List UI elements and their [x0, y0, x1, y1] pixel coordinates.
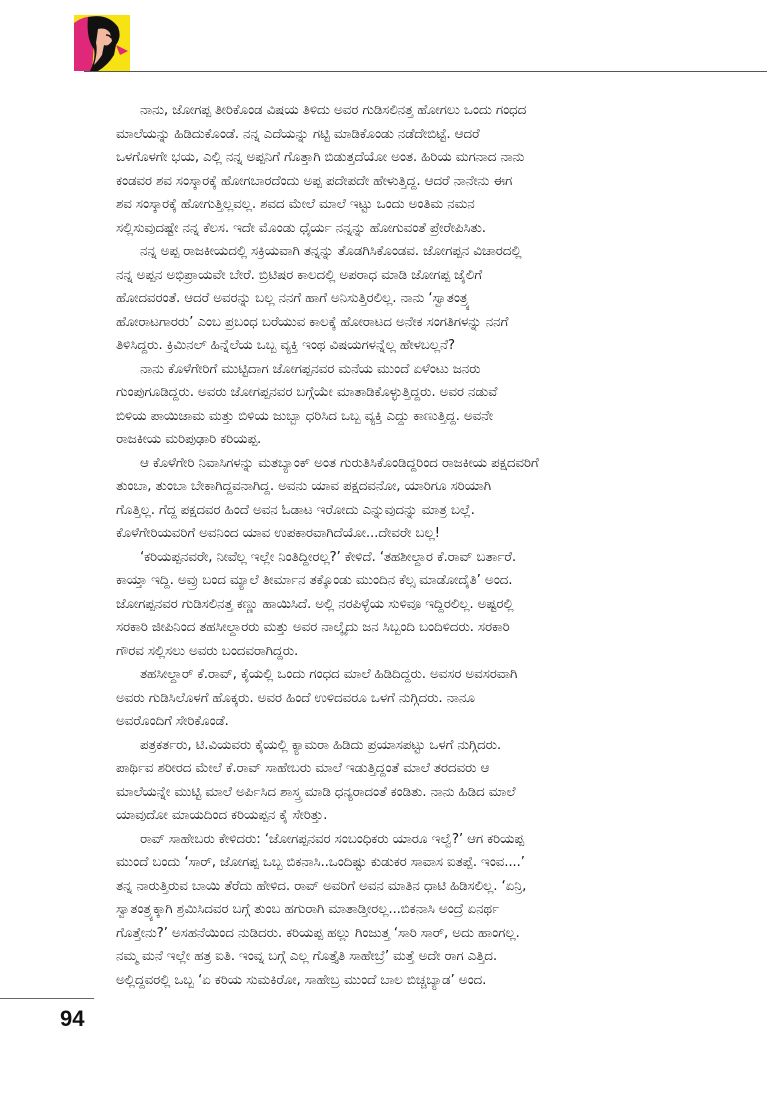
text-line: ಸ್ವಾತಂತ್ರ್ಯಕ್ಕಾಗಿ ಶ್ರಮಿಸಿದವರ ಬಗ್ಗೆ ತುಂಬ ಹಗುರಾಗಿ ಮಾತಾಡ್ತೀರಲ್ಲ...ಬಿಕನಾಸಿ ಅಂದ್ರೆ ಏನರ್ಥ	[116, 901, 500, 917]
text-line: ಹೋರಾಟಗಾರರು’ ಎಂಬ ಪ್ರಬಂಧ ಬರೆಯುವ ಕಾಲಕ್ಕೆ ಹೋರಾಟದ ಅನೇಕ ಸಂಗತಿಗಳನ್ನು ನನಗೆ	[116, 313, 509, 330]
text-line: ಮಾಲೆಯನ್ನು ಹಿಡಿದುಕೊಂಡೆ. ನನ್ನ ಎದೆಯನ್ನು ಗಟ್ಟಿ ಮಾಡಿಕೊಂಡು ನಡೆದೇಬಿಟ್ಟೆ. ಆದರೆ	[116, 125, 480, 142]
text-line: ಕಂಡವರ ಶವ ಸಂಸ್ಕಾರಕ್ಕೆ ಹೋಗಬಾರದೆಂದು ಅಪ್ಪ ಪದೇಪದೇ ಹೇಳುತ್ತಿದ್ದ. ಆದರೆ ನಾನೇನು ಈಗ	[116, 172, 513, 189]
footer-rule	[0, 998, 94, 999]
text-line: ಕೊಳೆಗೇರಿಯವರಿಗೆ ಅವನಿಂದ ಯಾವ ಉಪಕಾರವಾಗಿದೆಯೋ...ದೇವರೇ ಬಲ್ಲ!	[116, 525, 440, 541]
text-line: ಬಿಳಿಯ ಪಾಯಿಜಾಮ ಮತ್ತು ಬಿಳಿಯ ಜುಬ್ಬಾ ಧರಿಸಿದ ಒಬ್ಬ ವ್ಯಕ್ತಿ ಎದ್ದು ಕಾಣುತ್ತಿದ್ದ. ಅವನೇ	[116, 407, 494, 424]
paragraph	[116, 663, 752, 734]
paragraph	[116, 99, 752, 240]
text-line: ಗೌರವ ಸಲ್ಲಿಸಲು ಅವರು ಬಂದವರಾಗಿದ್ದರು.	[116, 642, 299, 659]
text-line: ಅಲ್ಲಿದ್ದವರಲ್ಲಿ ಒಬ್ಬ ‘ಏ ಕರಿಯ ಸುಮಕಿರೋ, ಸಾಹೇಬ್ರ ಮುಂದೆ ಬಾಲ ಬಿಚ್ಚಬ್ಯಾಡ’ ಅಂದ.	[116, 971, 487, 988]
text-line: ಮುಂದೆ ಬಂದು ‘ಸಾರ್, ಜೋಗಪ್ಪ ಒಬ್ಬ ಬಿಕನಾಸಿ..ಒಂದಿಷ್ಟು ಕುಡುಕರ ಸಾವಾಸ ಐತಪ್ಪೆ. ಇಂವ....’	[116, 854, 525, 870]
stylized-face-logo-icon	[74, 15, 130, 71]
paragraph	[116, 358, 752, 452]
text-line: ನಾನು, ಜೋಗಪ್ಪ ತೀರಿಕೊಂಡ ವಿಷಯ ತಿಳಿದು ಅವರ ಗುಡಿಸಲಿನತ್ತ ಹೋಗಲು ಒಂದು ಗಂಧದ	[140, 102, 527, 118]
text-line: ತಹಸೀಲ್ದಾರ್ ಕೆ.ರಾವ್, ಕೈಯಲ್ಲಿ ಒಂದು ಗಂಧದ ಮಾಲೆ ಹಿಡಿದಿದ್ದರು. ಅವಸರ ಅವಸರವಾಗಿ	[140, 666, 518, 682]
paragraph	[116, 546, 752, 664]
text-line: ಗುಂಪುಗೂಡಿದ್ದರು. ಅವರು ಜೋಗಪ್ಪನವರ ಬಗ್ಗೆಯೇ ಮಾತಾಡಿಕೊಳ್ಳುತ್ತಿದ್ದರು. ಅವರ ನಡುವೆ	[116, 384, 498, 400]
story-text	[116, 99, 752, 992]
text-line: ಪತ್ರಕರ್ತರು, ಟಿ.ವಿಯವರು ಕೈಯಲ್ಲಿ ಕ್ಯಾಮರಾ ಹಿಡಿದು ಪ್ರಯಾಸಪಟ್ಟು ಒಳಗೆ ನುಗ್ಗಿದರು.	[140, 736, 502, 753]
text-line: ಅವರೊಂದಿಗೆ ಸೇರಿಕೊಂಡೆ.	[116, 713, 229, 729]
text-line: ನನ್ನ ಅಪ್ಪ ರಾಜಕೀಯದಲ್ಲಿ ಸಕ್ರಿಯವಾಗಿ ತನ್ನನ್ನು ತೊಡಗಿಸಿಕೊಂಡವ. ಜೋಗಪ್ಪನ ವಿಚಾರದಲ್ಲಿ	[140, 243, 522, 259]
text-line: ಗೊತ್ತಿಲ್ಲ. ಗೆದ್ದ ಪಕ್ಷದವರ ಹಿಂದೆ ಅವನ ಓಡಾಟ ಇರೋದು ಎನ್ನುವುದನ್ನು ಮಾತ್ರ ಬಲ್ಲೆ.	[116, 501, 475, 518]
text-line: ಸಲ್ಲಿಸುವುದಷ್ಟೇ ನನ್ನ ಕೆಲಸ. ಇದೇ ಮೊಂಡು ಧೈರ್ಯ ನನ್ನನ್ನು ಹೋಗುವಂತೆ ಪ್ರೇರೇಪಿಸಿತು.	[116, 219, 486, 236]
text-line: ತಿಳಿಸಿದ್ದರು. ಕ್ರಿಮಿನಲ್ ಹಿನ್ನೆಲೆಯ ಒಬ್ಬ ವ್ಯಕ್ತಿ ಇಂಥ ವಿಷಯಗಳನ್ನೆಲ್ಲ ಹೇಳಬಲ್ಲನೆ?	[116, 337, 455, 353]
paragraph	[116, 452, 752, 546]
text-line: ಹೋದವರಂತೆ. ಆದರೆ ಅವರನ್ನು ಬಲ್ಲ ನನಗೆ ಹಾಗೆ ಅನಿಸುತ್ತಿರಲಿಲ್ಲ. ನಾನು ‘ಸ್ವಾತಂತ್ರ್ಯ	[116, 290, 470, 306]
text-line: ‘ಕರಿಯಪ್ಪನವರೇ, ನೀವೆಲ್ಲ ಇಲ್ಲೇ ನಿಂತಿದ್ದೀರಲ್ಲ?’ ಕೇಳಿದೆ. ‘ತಹಶೀಲ್ದಾರ ಕೆ.ರಾವ್ ಬರ್ತಾರೆ.	[140, 548, 516, 565]
text-line: ಪಾರ್ಥಿವ ಶರೀರದ ಮೇಲೆ ಕೆ.ರಾವ್ ಸಾಹೇಬರು ಮಾಲೆ ಇಡುತ್ತಿದ್ದಂತೆ ಮಾಲೆ ತರದವರು ಆ	[116, 760, 490, 776]
header-rule	[84, 71, 767, 72]
text-line: ಒಳಗೊಳಗೇ ಭಯ, ಎಲ್ಲಿ ನನ್ನ ಅಪ್ಪನಿಗೆ ಗೊತ್ತಾಗಿ ಬಿಡುತ್ತದೆಯೋ ಅಂತ. ಹಿರಿಯ ಮಗನಾದ ನಾನು	[116, 149, 525, 165]
text-line: ನಮ್ಮ ಮನೆ ಇಲ್ಲೇ ಹತ್ರ ಐತಿ. ಇಂವ್ನ ಬಗ್ಗೆ ಎಲ್ಲ ಗೊತ್ತೈತಿ ಸಾಹೇಬ್ರೆ’ ಮತ್ತೆ ಅದೇ ರಾಗ ಎತ್ತಿದ.	[116, 948, 497, 964]
text-line: ಜೋಗಪ್ಪನವರ ಗುಡಿಸಲಿನತ್ತ ಕಣ್ಣು ಹಾಯಿಸಿದೆ. ಅಲ್ಲಿ ನರಪಿಳ್ಳೆಯ ಸುಳಿವೂ ಇದ್ದಿರಲಿಲ್ಲ. ಅಷ್ಟರಲ್ಲಿ	[116, 595, 514, 612]
text-line: ಮಾಲೆಯನ್ನೇ ಮುಟ್ಟಿ ಮಾಲೆ ಅರ್ಪಿಸಿದ ಶಾಸ್ತ್ರ ಮಾಡಿ ಧನ್ಯರಾದಂತೆ ಕಂಡಿತು. ನಾನು ಹಿಡಿದ ಮಾಲೆ	[116, 783, 516, 800]
text-line: ಅವರು ಗುಡಿಸಿಲೊಳಗೆ ಹೊಕ್ಕರು. ಅವರ ಹಿಂದೆ ಉಳಿದವರೂ ಒಳಗೆ ನುಗ್ಗಿದರು. ನಾನೂ	[116, 689, 475, 706]
paragraph	[116, 734, 752, 828]
text-line: ಆ ಕೊಳೆಗೇರಿ ನಿವಾಸಿಗಳನ್ನು ಮತಬ್ಯಾಂಕ್ ಅಂತ ಗುರುತಿಸಿಕೊಂಡಿದ್ದರಿಂದ ರಾಜಕೀಯ ಪಕ್ಷದವರಿಗೆ	[140, 454, 539, 471]
text-line: ರಾಜಕೀಯ ಮರಿಪುಢಾರಿ ಕರಿಯಪ್ಪ.	[116, 431, 262, 447]
text-line: ಕಾಯ್ತಾ ಇದ್ದಿ. ಅವ್ರು ಬಂದ ಮ್ಯಾಲೆ ತೀರ್ಮಾನ ತಕ್ಕೊಂಡು ಮುಂದಿನ ಕೆಲ್ಸ ಮಾಡೋದೈತಿ’ ಅಂದ.	[116, 572, 513, 588]
text-line: ಯಾವುದೋ ಮಾಯದಿಂದ ಕರಿಯಪ್ಪನ ಕೈ ಸೇರಿತ್ತು.	[116, 807, 328, 823]
text-line: ಸರಕಾರಿ ಜೀಪಿನಿಂದ ತಹಸೀಲ್ದಾರರು ಮತ್ತು ಅವರ ನಾಲ್ಕೈದು ಜನ ಸಿಬ್ಬಂದಿ ಬಂದಿಳಿದರು. ಸರಕಾರಿ	[116, 619, 510, 635]
text-line: ತುಂಬಾ, ತುಂಬಾ ಬೇಕಾಗಿದ್ದವನಾಗಿದ್ದ. ಅವನು ಯಾವ ಪಕ್ಷದವನೋ, ಯಾರಿಗೂ ಸರಿಯಾಗಿ	[116, 478, 492, 494]
text-line: ನನ್ನ ಅಪ್ಪನ ಅಭಿಪ್ರಾಯವೇ ಬೇರೆ. ಬ್ರಿಟಿಷರ ಕಾಲದಲ್ಲಿ ಅಪರಾಧ ಮಾಡಿ ಜೋಗಪ್ಪ ಜೈಲಿಗೆ	[116, 266, 482, 283]
text-line: ನಾನು ಕೊಳೆಗೇರಿಗೆ ಮುಟ್ಟಿದಾಗ ಜೋಗಪ್ಪನವರ ಮನೆಯ ಮುಂದೆ ಏಳೆಂಟು ಜನರು	[140, 360, 481, 377]
paragraph	[116, 828, 752, 993]
paragraph	[116, 240, 752, 358]
text-line: ತನ್ನ ನಾರುತ್ತಿರುವ ಬಾಯಿ ತೆರೆದು ಹೇಳಿದ. ರಾವ್ ಅವರಿಗೆ ಅವನ ಮಾತಿನ ಧಾಟಿ ಹಿಡಿಸಲಿಲ್ಲ. ‘ಏನ್ರಿ,	[116, 877, 527, 894]
text-line: ರಾವ್ ಸಾಹೇಬರು ಕೇಳಿದರು: ‘ಜೋಗಪ್ಪನವರ ಸಂಬಂಧಿಕರು ಯಾರೂ ಇಲ್ವೆ?’ ಆಗ ಕರಿಯಪ್ಪ	[140, 830, 524, 847]
text-line: ಗೊತ್ತೇನು?’ ಅಸಹನೆಯಿಂದ ನುಡಿದರು. ಕರಿಯಪ್ಪ ಹಲ್ಲು ಗಿಂಜುತ್ತ ‘ಸಾರಿ ಸಾರ್, ಅದು ಹಾಂಗಲ್ಲ.	[116, 924, 520, 941]
text-line: ಶವ ಸಂಸ್ಕಾರಕ್ಕೆ ಹೋಗುತ್ತಿಲ್ಲವಲ್ಲ. ಶವದ ಮೇಲೆ ಮಾಲೆ ಇಟ್ಟು ಒಂದು ಅಂತಿಮ ನಮನ	[116, 196, 475, 212]
page-number: 94	[60, 1006, 85, 1031]
